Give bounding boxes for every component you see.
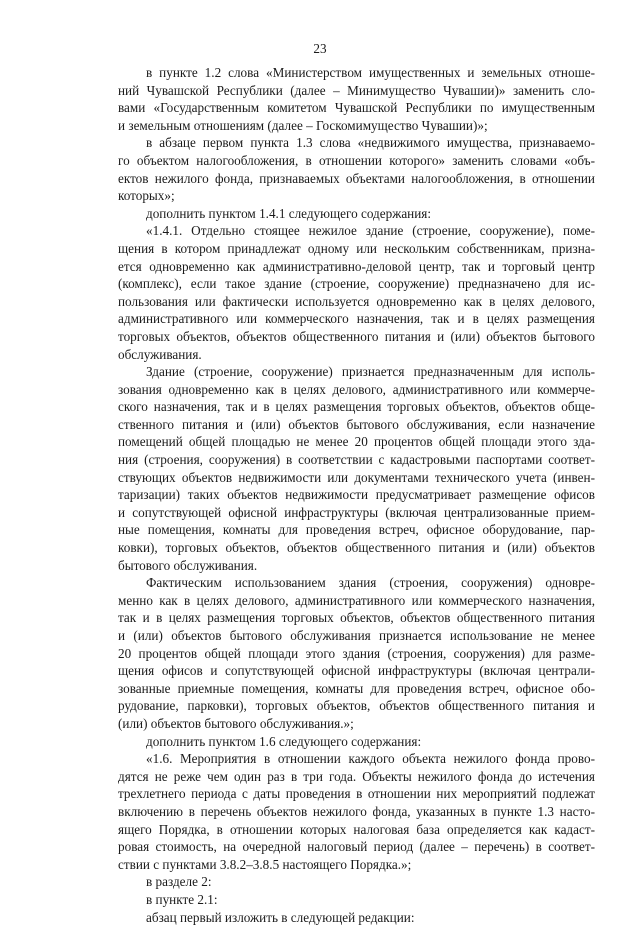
- paragraph: [118, 134, 595, 204]
- text-line: ского назначения, так и в целях размещения торговых объектов, объектов обще-: [118, 398, 595, 416]
- text-line: ния (строения, сооружения) в соответствии с кадастровыми паспортами соответ-: [118, 451, 595, 469]
- paragraph: [118, 64, 595, 134]
- document-body: [118, 64, 595, 926]
- text-line: и сопутствующей офисной инфраструктуры (включая централизованные прием-: [118, 504, 595, 522]
- text-line: помещений общей площадью не менее 20 процентов общей площади этого зда-: [118, 433, 595, 451]
- text-line: (или) объектов бытового обслуживания.»;: [118, 715, 595, 733]
- text-line: «1.4.1. Отдельно стоящее нежилое здание (строение, сооружение), поме-: [118, 222, 595, 240]
- text-line: бытового обслуживания.: [118, 557, 595, 575]
- text-line: пользования или фактически используется одновременно как в целях делового,: [118, 293, 595, 311]
- paragraph: [118, 363, 595, 574]
- text-line: в разделе 2:: [118, 873, 595, 891]
- text-line: рудование, парковки), торговых объектов, объектов общественного питания и: [118, 697, 595, 715]
- text-line: го объектом налогообложения, в отношении которого» заменить словами «объ-: [118, 152, 595, 170]
- text-line: ящего Порядка, в отношении которых налоговая база определяется как кадаст-: [118, 821, 595, 839]
- text-line: абзац первый изложить в следующей редакции:: [118, 909, 595, 926]
- text-line: ствии с пунктами 3.8.2–3.8.5 настоящего Порядка.»;: [118, 856, 595, 874]
- paragraph: [118, 909, 595, 926]
- paragraph: [118, 574, 595, 732]
- text-line: зования одновременно как в целях делового, административного или коммерче-: [118, 381, 595, 399]
- paragraph: [118, 733, 595, 751]
- text-line: менно как в целях делового, административного или коммерческого назначения,: [118, 592, 595, 610]
- text-line: Здание (строение, сооружение) признается предназначенным для исполь-: [118, 363, 595, 381]
- paragraph: [118, 873, 595, 891]
- text-line: включению в перечень объектов нежилого фонда, указанных в пункте 1.3 насто-: [118, 803, 595, 821]
- text-line: щения офисов и сопутствующей офисной инфраструктуры (включая централи-: [118, 662, 595, 680]
- text-line: трехлетнего периода с даты проведения в отношении них мероприятий подлежат: [118, 785, 595, 803]
- text-line: ственного питания и (или) объектов бытового обслуживания, если назначение: [118, 416, 595, 434]
- text-line: в абзаце первом пункта 1.3 слова «недвижимого имущества, признаваемо-: [118, 134, 595, 152]
- text-line: торговых объектов, объектов общественного питания и (или) объектов бытового: [118, 328, 595, 346]
- text-line: дополнить пунктом 1.6 следующего содержания:: [118, 733, 595, 751]
- paragraph: [118, 891, 595, 909]
- paragraph: [118, 750, 595, 873]
- text-line: (комплекс), если такое здание (строение, сооружение) предназначено для ис-: [118, 275, 595, 293]
- text-line: обслуживания.: [118, 346, 595, 364]
- text-line: зованные приемные помещения, комнаты для проведения встреч, офисное обо-: [118, 680, 595, 698]
- text-line: в пункте 1.2 слова «Министерством имущественных и земельных отноше-: [118, 64, 595, 82]
- text-line: вами «Государственным комитетом Чувашской Республики по имущественным: [118, 99, 595, 117]
- text-line: дятся не реже чем один раз в три года. Объекты нежилого фонда до истечения: [118, 768, 595, 786]
- text-line: которых»;: [118, 187, 595, 205]
- text-line: «1.6. Мероприятия в отношении каждого объекта нежилого фонда прово-: [118, 750, 595, 768]
- text-line: дополнить пунктом 1.4.1 следующего содержания:: [118, 205, 595, 223]
- text-line: щения в котором принадлежат одному или нескольким собственникам, призна-: [118, 240, 595, 258]
- paragraph: [118, 205, 595, 223]
- text-line: ковки), торговых объектов, объектов общественного питания и (или) объектов: [118, 539, 595, 557]
- text-line: ровая стоимость, на очередной налоговый период (далее – перечень) в соответ-: [118, 838, 595, 856]
- text-line: 20 процентов общей площади этого здания (строения, сооружения) для разме-: [118, 645, 595, 663]
- text-line: и земельным отношениям (далее – Госкомимущество Чувашии)»;: [118, 117, 595, 135]
- text-line: в пункте 2.1:: [118, 891, 595, 909]
- text-line: таризации) таких объектов недвижимости предусматривает размещение офисов: [118, 486, 595, 504]
- paragraph: [118, 222, 595, 363]
- text-line: Фактическим использованием здания (строения, сооружения) одновре-: [118, 574, 595, 592]
- text-line: ствующих объектов недвижимости или документами технического учета (инвен-: [118, 469, 595, 487]
- page-number: 23: [0, 41, 640, 57]
- text-line: ные помещения, комнаты для проведения встреч, офисное оборудование, пар-: [118, 521, 595, 539]
- text-line: так и в целях размещения торговых объектов, объектов общественного питания: [118, 609, 595, 627]
- text-line: и (или) объектов бытового обслуживания признается использование не менее: [118, 627, 595, 645]
- text-line: административного или коммерческого назначения, так и в целях размещения: [118, 310, 595, 328]
- text-line: ется одновременно как административно-деловой центр, так и торговый центр: [118, 258, 595, 276]
- text-line: ектов нежилого фонда, признаваемых объектами налогообложения, в отношении: [118, 170, 595, 188]
- text-line: ний Чувашской Республики (далее – Минимущество Чувашии)» заменить сло-: [118, 82, 595, 100]
